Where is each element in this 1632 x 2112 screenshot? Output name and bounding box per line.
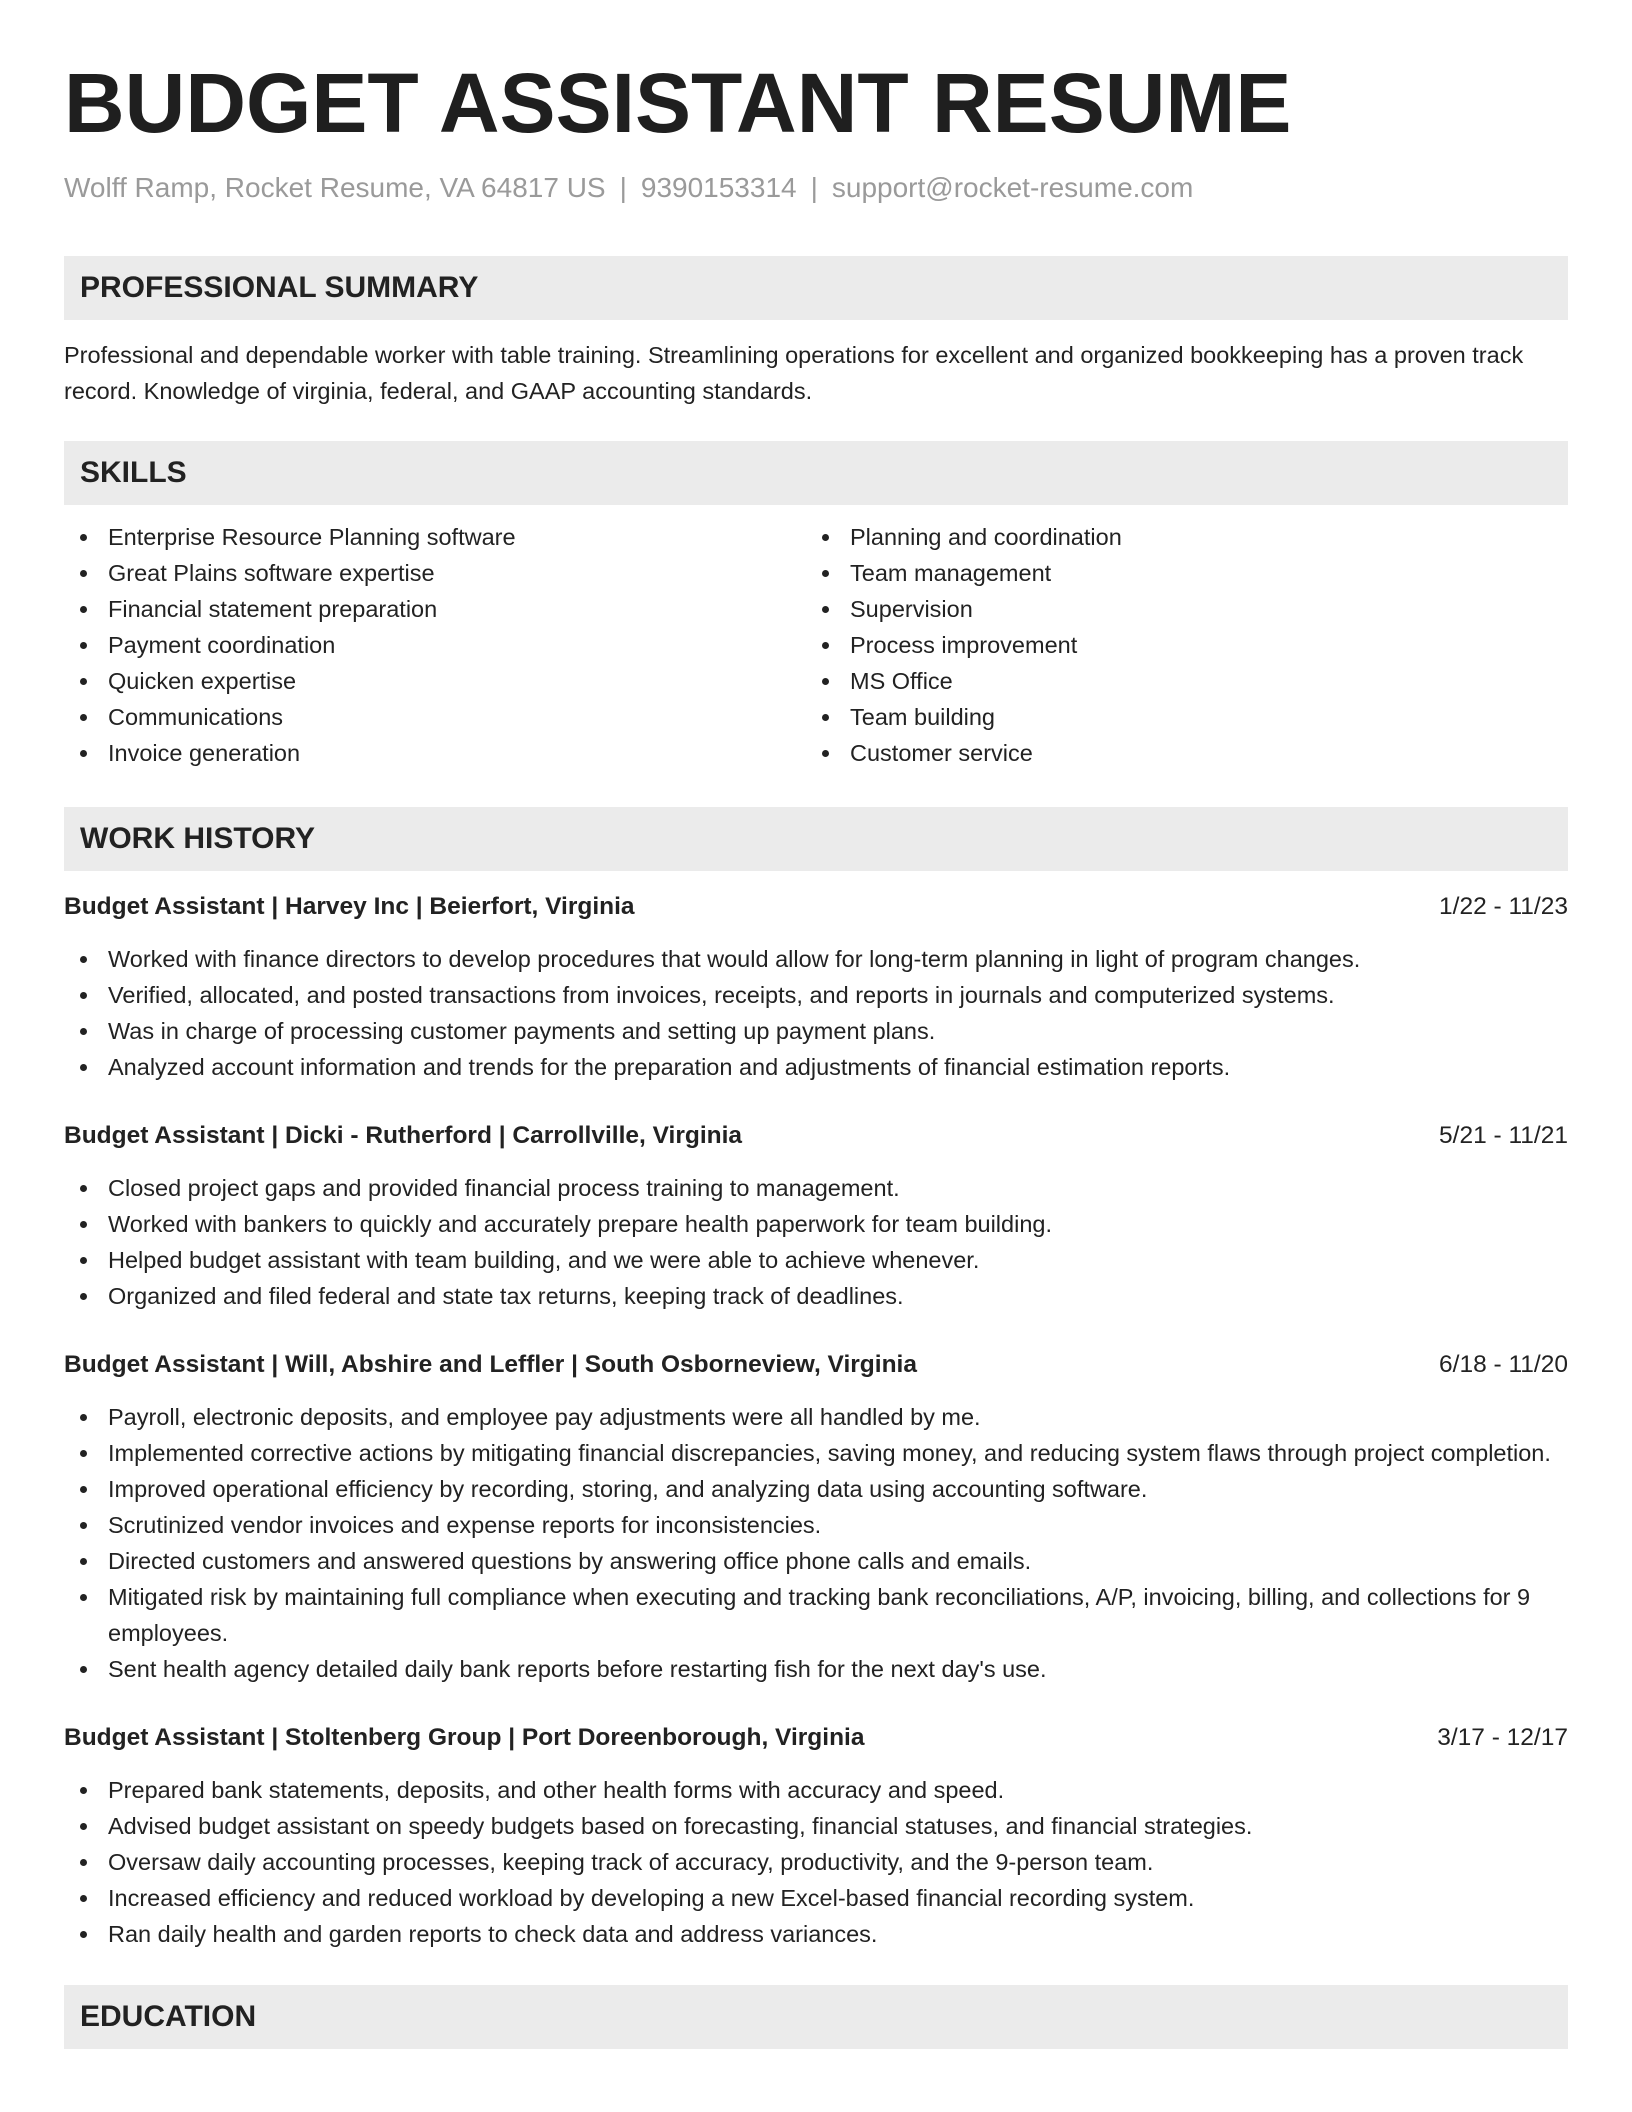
skill-item: Payment coordination (64, 627, 806, 663)
job-bullet: Advised budget assistant on speedy budgets based on forecasting, financial statuses, and financial strategies. (64, 1808, 1568, 1844)
job-bullet: Worked with finance directors to develop procedures that would allow for long-term planning in light of program changes. (64, 941, 1568, 977)
job-bullet: Oversaw daily accounting processes, keeping track of accuracy, productivity, and the 9-person team. (64, 1844, 1568, 1880)
job-entry (64, 1118, 1568, 1314)
contact-line (64, 170, 1568, 206)
job-bullet: Implemented corrective actions by mitigating financial discrepancies, saving money, and reducing system flaws through project completion. (64, 1435, 1568, 1471)
job-bullets (64, 1399, 1568, 1687)
job-bullet: Helped budget assistant with team building, and we were able to achieve whenever. (64, 1242, 1568, 1278)
job-bullet: Scrutinized vendor invoices and expense reports for inconsistencies. (64, 1507, 1568, 1543)
section-header-skills: SKILLS (64, 441, 1568, 505)
skill-item: Planning and coordination (806, 519, 1548, 555)
job-bullet: Worked with bankers to quickly and accurately prepare health paperwork for team building. (64, 1206, 1568, 1242)
job-dates: 6/18 - 11/20 (1439, 1351, 1568, 1378)
skill-item: Invoice generation (64, 735, 806, 771)
job-bullet: Ran daily health and garden reports to check data and address variances. (64, 1916, 1568, 1952)
skill-item: Financial statement preparation (64, 591, 806, 627)
job-bullet: Verified, allocated, and posted transactions from invoices, receipts, and reports in journals and computerized systems. (64, 977, 1568, 1013)
job-title: Budget Assistant | Will, Abshire and Leffler | South Osborneview, Virginia (64, 1351, 917, 1378)
job-dates: 1/22 - 11/23 (1439, 893, 1568, 920)
job-bullet: Improved operational efficiency by recording, storing, and analyzing data using accounting software. (64, 1471, 1568, 1507)
job-bullet: Closed project gaps and provided financial process training to management. (64, 1170, 1568, 1206)
job-header (64, 1118, 1568, 1154)
job-dates: 3/17 - 12/17 (1437, 1724, 1568, 1751)
skills-list (64, 519, 1568, 771)
skill-item: Quicken expertise (64, 663, 806, 699)
contact-separator: | (810, 172, 818, 203)
job-bullets (64, 1170, 1568, 1314)
job-bullet: Prepared bank statements, deposits, and other health forms with accuracy and speed. (64, 1772, 1568, 1808)
resume-page (64, 0, 1568, 2049)
section-header-education: EDUCATION (64, 1985, 1568, 2049)
job-title: Budget Assistant | Stoltenberg Group | Port Doreenborough, Virginia (64, 1724, 865, 1751)
job-entry (64, 1720, 1568, 1952)
skill-item: Supervision (806, 591, 1548, 627)
contact-email: support@rocket-resume.com (831, 172, 1194, 203)
job-entry (64, 1347, 1568, 1687)
contact-address: Wolff Ramp, Rocket Resume, VA 64817 US (64, 172, 606, 203)
job-bullet: Was in charge of processing customer payments and setting up payment plans. (64, 1013, 1568, 1049)
job-bullet: Mitigated risk by maintaining full compliance when executing and tracking bank reconciliations, A/P, invoicing, billing, and collections for 9 employees. (64, 1579, 1568, 1651)
job-header (64, 889, 1568, 925)
job-bullet: Sent health agency detailed daily bank reports before restarting fish for the next day's use. (64, 1651, 1568, 1687)
summary-text: Professional and dependable worker with table training. Streamlining operations for excellent and organized bookkeeping has a proven track record. Knowledge of virginia, federal, and GAAP accounting standards. (64, 342, 1524, 404)
skills-column-right (806, 519, 1548, 771)
skill-item: Team management (806, 555, 1548, 591)
section-header-work-history: WORK HISTORY (64, 807, 1568, 871)
job-bullets (64, 941, 1568, 1085)
contact-phone: 9390153314 (640, 172, 797, 203)
job-header (64, 1347, 1568, 1383)
job-title: Budget Assistant | Harvey Inc | Beierfort, Virginia (64, 893, 635, 920)
job-title: Budget Assistant | Dicki - Rutherford | Carrollville, Virginia (64, 1122, 743, 1149)
skill-item: MS Office (806, 663, 1548, 699)
section-header-summary: PROFESSIONAL SUMMARY (64, 256, 1568, 320)
job-bullet: Analyzed account information and trends for the preparation and adjustments of financial estimation reports. (64, 1049, 1568, 1085)
skill-item: Customer service (806, 735, 1548, 771)
job-dates: 5/21 - 11/21 (1439, 1122, 1568, 1149)
skill-item: Great Plains software expertise (64, 555, 806, 591)
job-entry (64, 889, 1568, 1085)
job-bullets (64, 1772, 1568, 1952)
skills-column-left (64, 519, 806, 771)
skill-item: Communications (64, 699, 806, 735)
job-bullet: Directed customers and answered questions by answering office phone calls and emails. (64, 1543, 1568, 1579)
skill-item: Team building (806, 699, 1548, 735)
contact-separator: | (619, 172, 627, 203)
skill-item: Enterprise Resource Planning software (64, 519, 806, 555)
resume-title: BUDGET ASSISTANT RESUME (64, 56, 1292, 150)
job-header (64, 1720, 1568, 1756)
job-bullet: Organized and filed federal and state tax returns, keeping track of deadlines. (64, 1278, 1568, 1314)
skill-item: Process improvement (806, 627, 1548, 663)
job-bullet: Increased efficiency and reduced workload by developing a new Excel-based financial recording system. (64, 1880, 1568, 1916)
job-bullet: Payroll, electronic deposits, and employee pay adjustments were all handled by me. (64, 1399, 1568, 1435)
